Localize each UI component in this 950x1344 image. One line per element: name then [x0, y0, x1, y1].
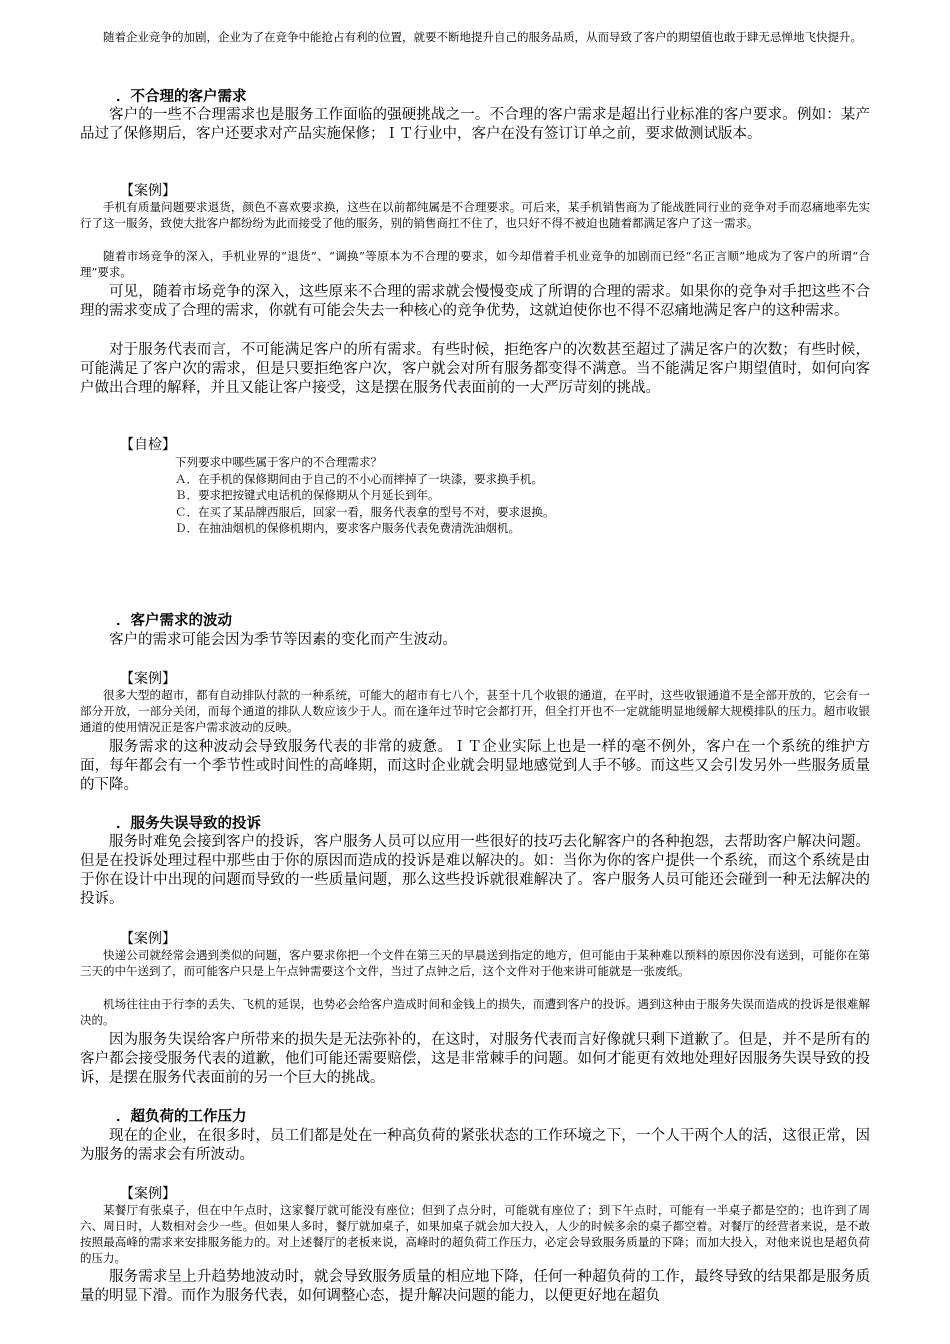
case-text: 快递公司就经常会遇到类似的问题，客户要求你把一个文件在第三天的早晨送到指定的地方，但可能由于某种难以预料的原因你没有送到，可能你在第三天的中午送到了，而可能客户只是上午点钟需要这个文件，当过了点钟之后，这个文件对于他来讲可能就是一张废纸。: [80, 948, 870, 978]
section-heading-demand-fluctuation: ．客户需求的波动: [116, 613, 232, 629]
case-text: 某餐厅有张桌子，但在中午点时，这家餐厅就可能没有座位；但到了点分时，可能就有座位了；到下午点时，可能有一半桌子都是空的；也许到了周六、周日时，人数相对会少一些。但如果人多时，餐厅就加桌子，如果加桌子就会加大投入，人少的时候多余的桌子都空着。对餐厅的经营者来说，是不敢按照最高峰的需求来安排服务能力的。对上述餐厅的老板来说，高峰时的超负荷工作压力，必定会导致服务质量的下降；而加大投入，对他来说也是超负荷的压力。: [80, 1203, 870, 1265]
case-label: 【案例】: [120, 671, 176, 687]
intro-paragraph: 随着企业竞争的加剧，企业为了在竞争中能抢占有利的位置，就要不断地提升自己的服务品质，从而导致了客户的期望值也敢于肆无忌惮地飞快提升。: [103, 30, 862, 44]
section1-paragraph-2: 可见，随着市场竞争的深入，这些原来不合理的需求就会慢慢变成了所谓的合理的需求。如果你的竞争对手把这些不合理的需求变成了合理的需求，你就有可能会失去一种核心的竞争优势，这就迫使你也不得不忍痛地满足客户的这种需求。: [80, 284, 870, 319]
section2-paragraph-1: 客户的需求可能会因为季节等因素的变化而产生波动。: [109, 632, 457, 648]
self-check-label: 【自检】: [120, 437, 176, 453]
section2-paragraph-2: 服务需求的这种波动会导致服务代表的非常的疲惫。ＩＴ企业实际上也是一样的毫不例外，客户在一个系统的维护方面，每年都会有一个季节性或时间性的高峰期，而这时企业就会明显地感觉到人手不够。而这些又会引发另外一些服务质量的下降。: [80, 739, 870, 793]
case-text: 很多大型的超市，都有自动排队付款的一种系统，可能大的超市有七八个，甚至十几个收银的通道，在平时，这些收银通道不是全部开放的，它会有一部分开放，一部分关闭，而每个通道的排队人数应该少于人。而在逢年过节时它会都打开，但全打开也不一定就能明显地缓解大规模排队的压力。超市收银通道的使用情况正是客户需求波动的反映。: [80, 688, 870, 734]
quiz-option-b: Ｂ．要求把按键式电话机的保修期从个月延长到年。: [175, 488, 440, 502]
case-label: 【案例】: [120, 1186, 176, 1202]
section3-paragraph-2: 因为服务失误给客户所带来的损失是无法弥补的，在这时，对服务代表而言好像就只剩下道歉了。但是，并不是所有的客户都会接受服务代表的道歉，他们可能还需要赔偿，这是非常棘手的问题。如何才能更有效地处理好因服务失误导致的投诉，是摆在服务代表面前的另一个巨大的挑战。: [80, 1032, 870, 1086]
section1-paragraph-1: 客户的一些不合理需求也是服务工作面临的强硬挑战之一。不合理的客户需求是超出行业标准的客户要求。例如：某产品过了保修期后，客户还要求对产品实施保修；ＩＴ行业中，客户在没有签订订单之前，要求做测试版本。: [80, 107, 870, 142]
section-heading-service-error-complaints: ．服务失误导致的投诉: [116, 816, 261, 832]
section-heading-unreasonable-demands: ．不合理的客户需求: [116, 89, 247, 105]
case-text: 手机有质量问题要求退货，颜色不喜欢要求换，这些在以前都纯属是不合理要求。可后来，某手机销售商为了能战胜同行业的竞争对手而忍痛地率先实行了这一服务，致使大批客户都纷纷为此而接受了他的服务，别的销售商扛不住了，也只好不得不被迫也随着都满足客户了这一需求。: [80, 200, 870, 230]
case-label: 【案例】: [120, 183, 176, 199]
quiz-question: 下列要求中哪些属于客户的不合理需求？: [175, 455, 382, 469]
section-heading-overload-pressure: ．超负荷的工作压力: [116, 1109, 247, 1125]
self-check-quiz: [80, 454, 870, 537]
section4-paragraph-1: 现在的企业，在很多时，员工们都是处在一种高负荷的紧张状态的工作环境之下，一个人干两个人的活，这很正常，因为服务的需求会有所波动。: [80, 1128, 870, 1163]
case-text: 随着市场竞争的深入，手机业界的“退货”、“调换”等原本为不合理的要求，如今却借着手机业竞争的加剧而已经“名正言顺”地成为了客户的所谓“合理”要求。: [80, 249, 870, 279]
section4-paragraph-2: 服务需求呈上升趋势地波动时，就会导致服务质量的相应地下降，任何一种超负荷的工作，最终导致的结果都是服务质量的明显下滑。而作为服务代表，如何调整心态，提升解决问题的能力，以便更好地在超负: [80, 1269, 870, 1304]
case-text: 机场往往由于行李的丢失、飞机的延误，也势必会给客户造成时间和金钱上的损失，而遭到客户的投诉。遇到这种由于服务失误而造成的投诉是很难解决的。: [80, 997, 870, 1027]
quiz-option-d: Ｄ．在抽油烟机的保修机期内，要求客户服务代表免费清洗油烟机。: [175, 521, 520, 535]
quiz-option-c: Ｃ．在买了某品牌西服后，回家一看，服务代表拿的型号不对，要求退换。: [175, 504, 555, 519]
case-label: 【案例】: [120, 931, 176, 947]
section1-paragraph-3: 对于服务代表而言，不可能满足客户的所有需求。有些时候，拒绝客户的次数甚至超过了满足客户的次数；有些时候，可能满足了客户次的需求，但是只要拒绝客户次，客户就会对所有服务都变得不满意。当不能满足客户期望值时，如何向客户做出合理的解释，并且又能让客户接受，这是摆在服务代表面前的一大严厉苛刻的挑战。: [80, 342, 870, 396]
quiz-option-a: Ａ．在手机的保修期间由于自己的不小心而摔掉了一块漆，要求换手机。: [175, 471, 543, 486]
section3-paragraph-1: 服务时难免会接到客户的投诉，客户服务人员可以应用一些很好的技巧去化解客户的各种抱怨，去帮助客户解决问题。但是在投诉处理过程中那些由于你的原因而造成的投诉是难以解决的。如：当你为你的客户提供一个系统，而这个系统是由于你在设计中出现的问题而导致的一些质量问题，那么这些投诉就很难解决了。客户服务人员可能还会碰到一种无法解决的投诉。: [80, 834, 870, 907]
